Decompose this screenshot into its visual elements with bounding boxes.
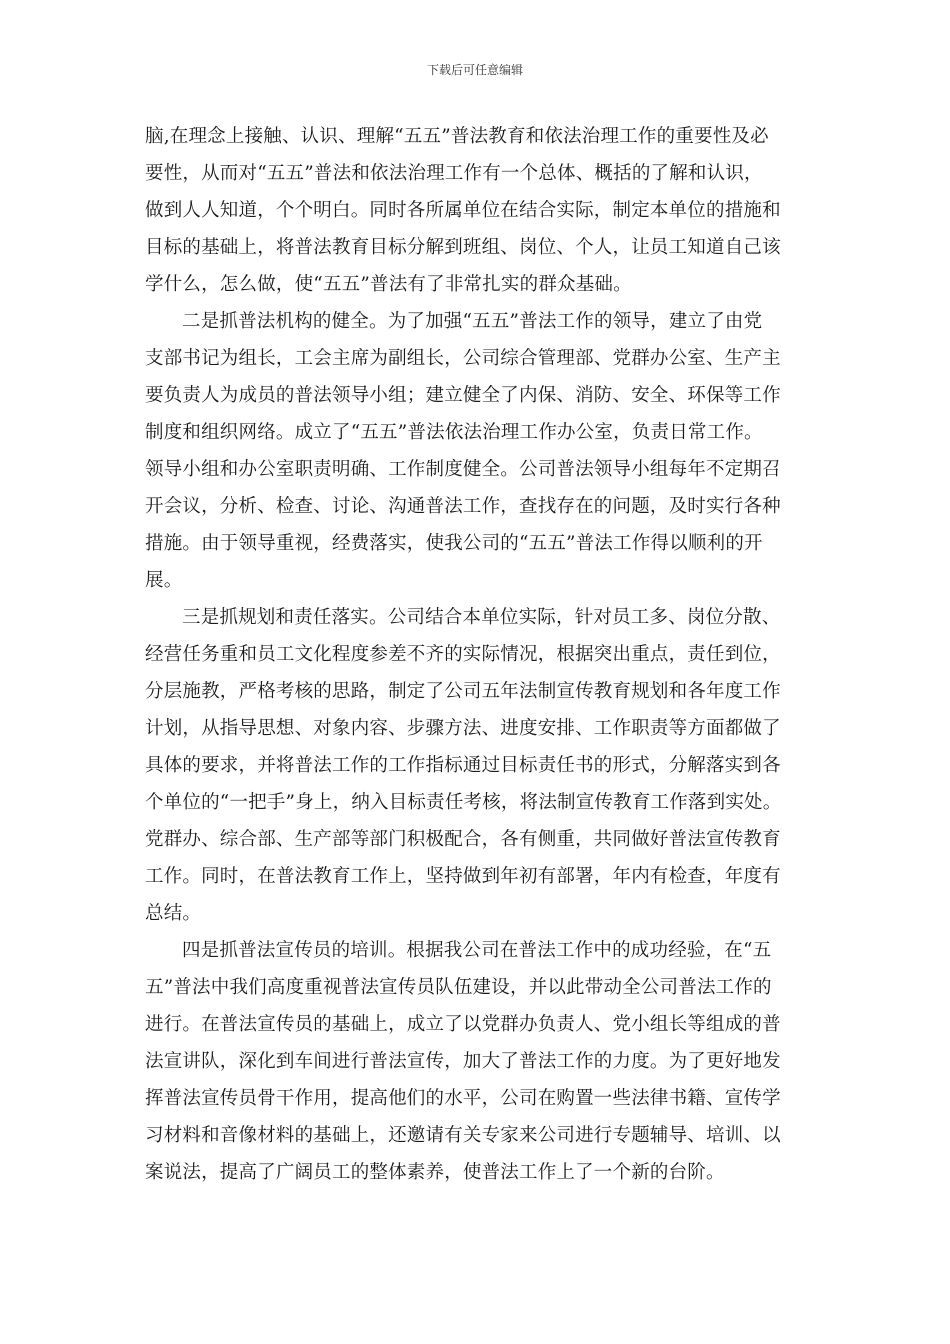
text-line: 挥普法宣传员骨干作用，提高他们的水平，公司在购置一些法律书籍、宣传学 (145, 1088, 781, 1109)
text-line: 四是抓普法宣传员的培训。根据我公司在普法工作中的成功经验，在“五 (182, 940, 772, 961)
text-line: 目标的基础上，将普法教育目标分解到班组、岗位、个人，让员工知道自己该 (145, 237, 781, 258)
text-line: 要负责人为成员的普法领导小组；建立健全了内保、消防、安全、环保等工作 (145, 385, 781, 406)
document-body (145, 118, 815, 1191)
text-line: 要性，从而对“五五”普法和依法治理工作有一个总体、概括的了解和认识， (145, 163, 763, 184)
text-line: 分层施教，严格考核的思路，制定了公司五年法制宣传教育规划和各年度工作 (145, 681, 781, 702)
paragraph-planning (145, 599, 815, 932)
text-line: 五”普法中我们高度重视普法宣传员队伍建设，并以此带动全公司普法工作的 (145, 977, 772, 998)
text-line: 进行。在普法宣传员的基础上，成立了以党群办负责人、党小组长等组成的普 (145, 1014, 781, 1035)
text-line: 领导小组和办公室职责明确、工作制度健全。公司普法领导小组每年不定期召 (145, 459, 781, 480)
paragraph-continuation (145, 118, 815, 303)
text-line: 做到人人知道，个个明白。同时各所属单位在结合实际，制定本单位的措施和 (145, 200, 781, 221)
text-line: 计划，从指导思想、对象内容、步骤方法、进度安排、工作职责等方面都做了 (145, 718, 781, 739)
text-line: 制度和组织网络。成立了“五五”普法依法治理工作办公室，负责日常工作。 (145, 422, 763, 443)
text-line: 开会议，分析、检查、讨论、沟通普法工作，查找存在的问题，及时实行各种 (145, 496, 781, 517)
text-line: 学什么，怎么做，使“五五”普法有了非常扎实的群众基础。 (145, 274, 632, 295)
text-line: 法宣讲队，深化到车间进行普法宣传，加大了普法工作的力度。为了更好地发 (145, 1051, 781, 1072)
text-line: 总结。 (145, 903, 202, 924)
page-header: 下载后可任意编辑 (426, 63, 523, 77)
text-line: 党群办、综合部、生产部等部门积极配合，各有侧重，共同做好普法宣传教育 (145, 829, 781, 850)
paragraph-training (145, 932, 815, 1191)
paragraph-organization (145, 303, 815, 599)
text-line: 三是抓规划和责任落实。公司结合本单位实际，针对员工多、岗位分散、 (182, 607, 781, 628)
text-line: 脑,在理念上接触、认识、理解“五五”普法教育和依法治理工作的重要性及必 (145, 126, 769, 147)
text-line: 二是抓普法机构的健全。为了加强“五五”普法工作的领导，建立了由党 (182, 311, 763, 332)
text-line: 个单位的“一把手”身上，纳入目标责任考核，将法制宣传教育工作落到实处。 (145, 792, 782, 813)
text-line: 习材料和音像材料的基础上，还邀请有关专家来公司进行专题辅导、培训、以 (145, 1125, 781, 1146)
text-line: 具体的要求，并将普法工作的工作指标通过目标责任书的形式，分解落实到各 (145, 755, 781, 776)
text-line: 支部书记为组长，工会主席为副组长，公司综合管理部、党群办公室、生产主 (145, 348, 781, 369)
text-line: 措施。由于领导重视，经费落实，使我公司的“五五”普法工作得以顺利的开 (145, 533, 763, 554)
text-line: 经营任务重和员工文化程度参差不齐的实际情况，根据突出重点，责任到位， (145, 644, 781, 665)
text-line: 工作。同时，在普法教育工作上，坚持做到年初有部署，年内有检查，年度有 (145, 866, 781, 887)
text-line: 案说法，提高了广阔员工的整体素养，使普法工作上了一个新的台阶。 (145, 1162, 725, 1183)
text-line: 展。 (145, 570, 183, 591)
